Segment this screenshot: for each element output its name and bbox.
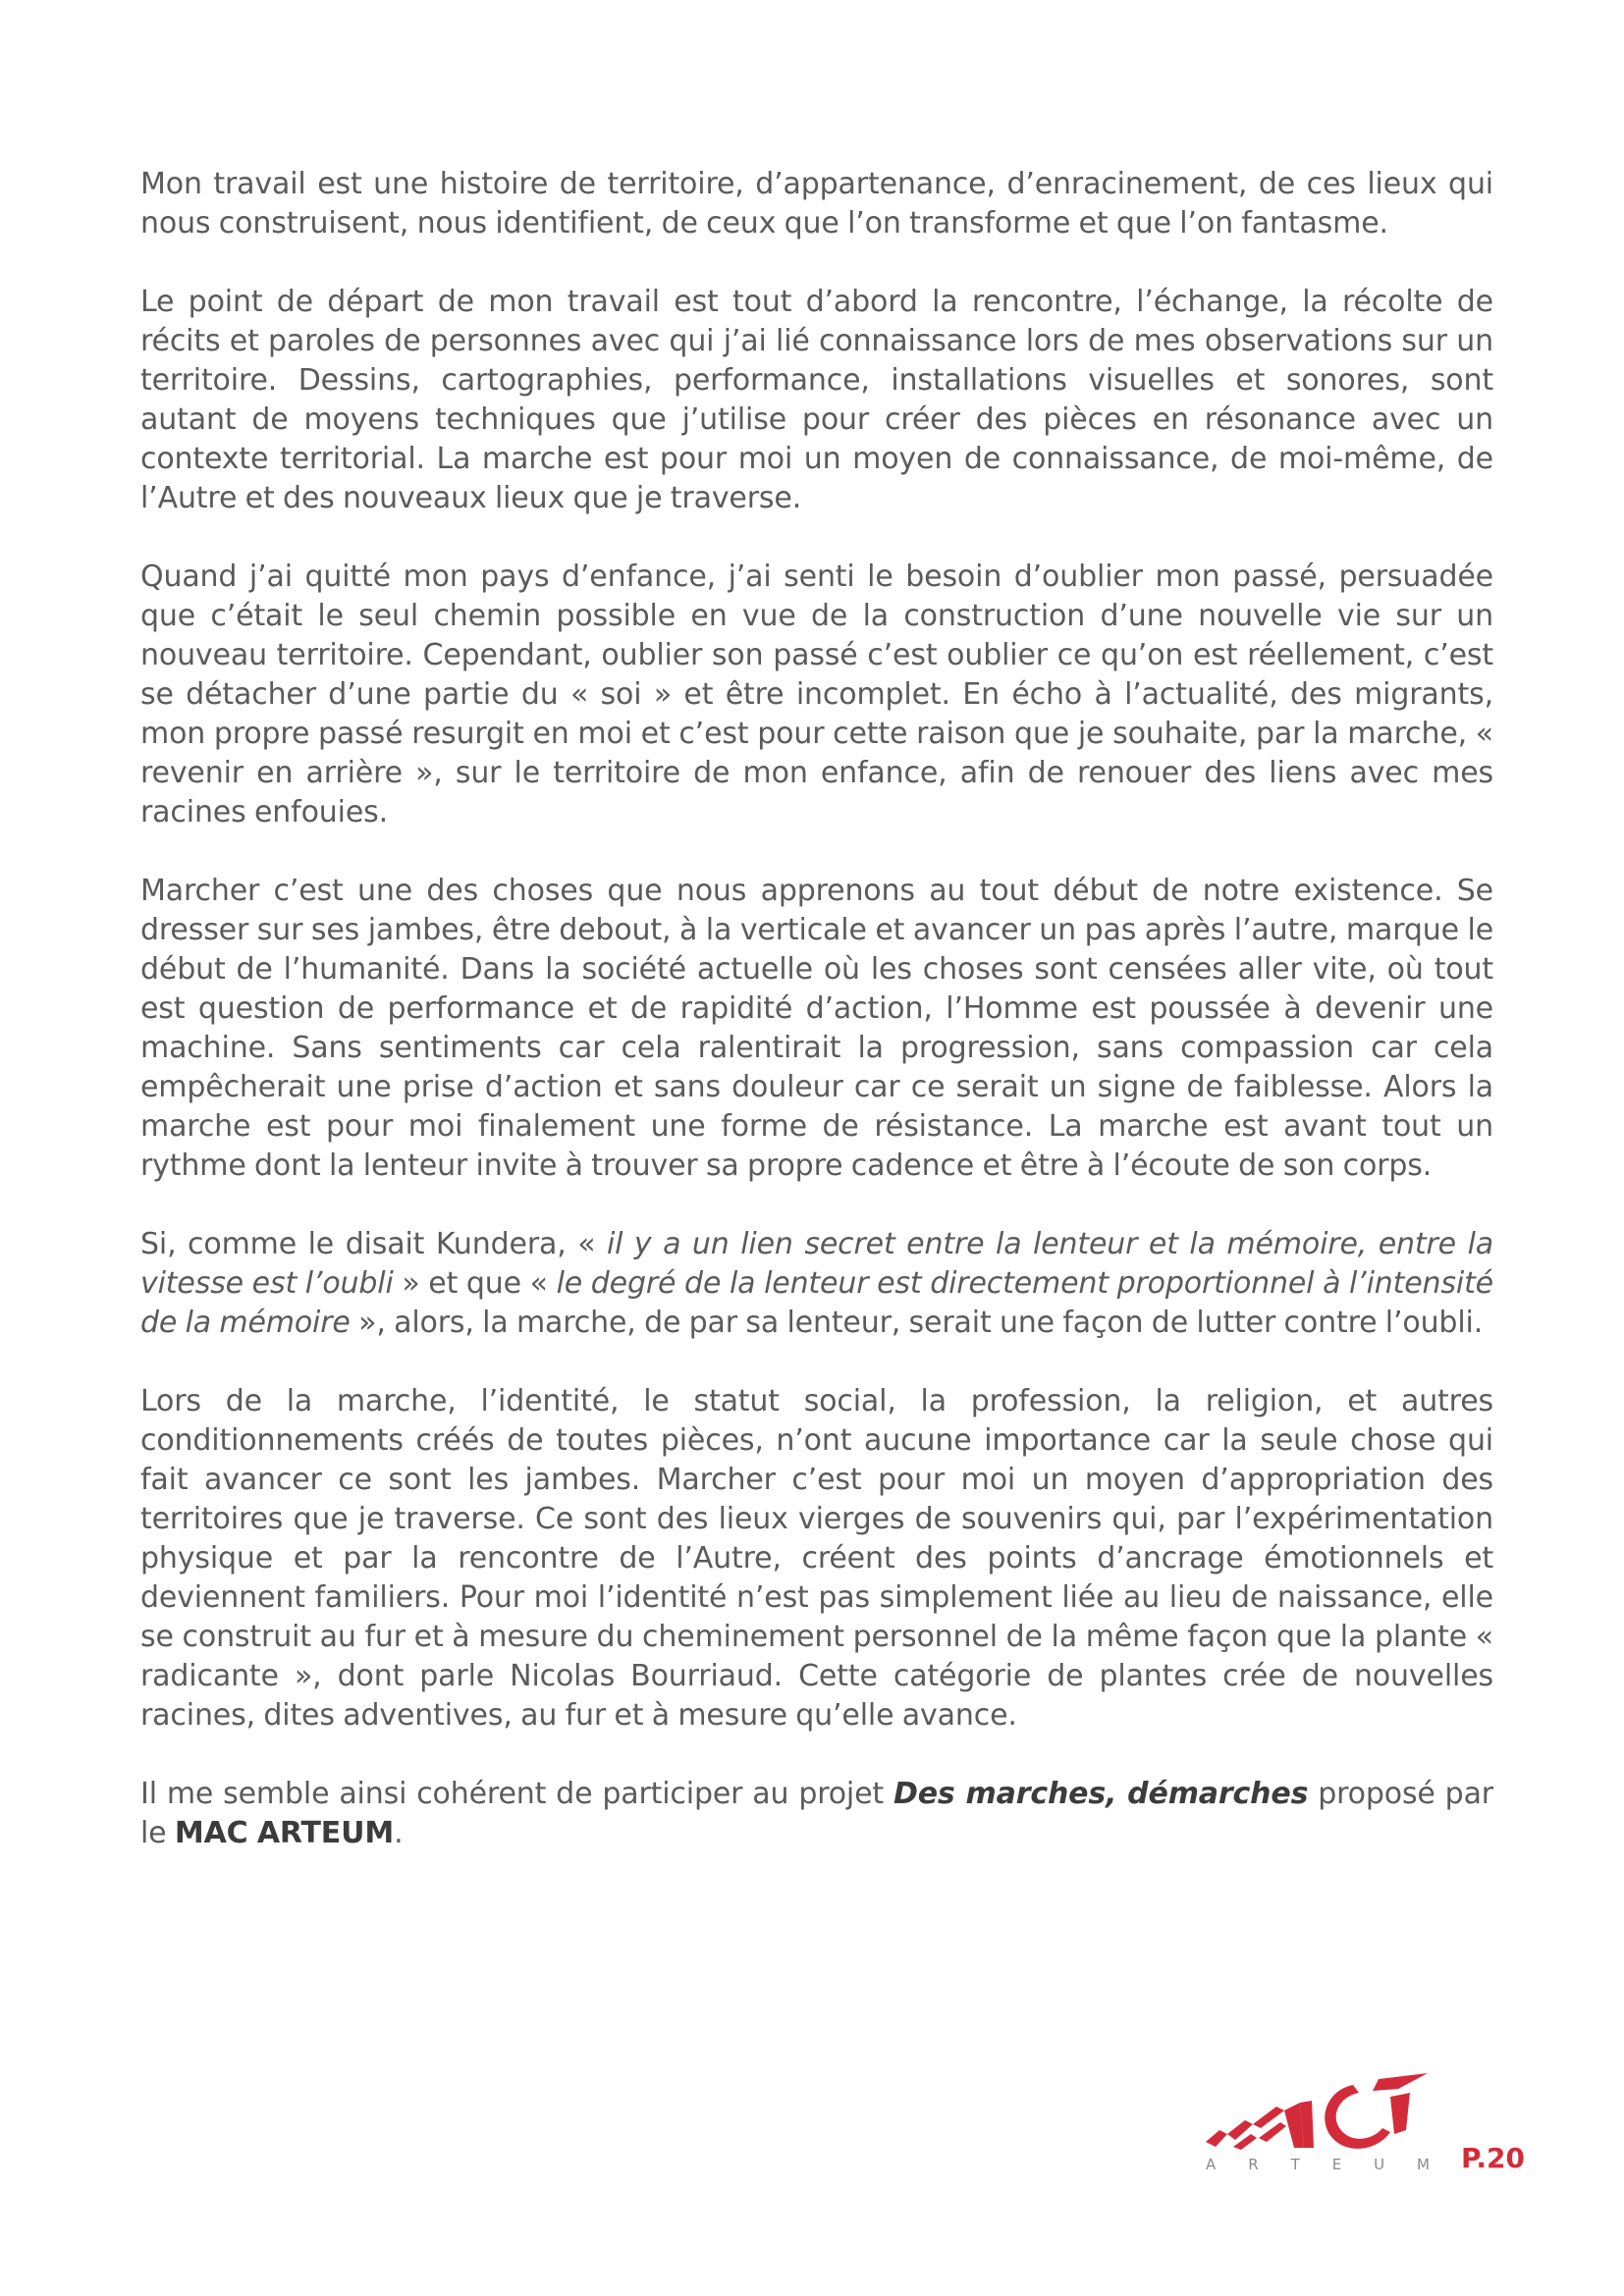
paragraph-5-text: Si, comme le disait Kundera, «	[140, 1227, 607, 1261]
organization-name: MAC ARTEUM	[174, 1816, 395, 1850]
logo-letter: E	[1331, 2156, 1342, 2173]
logo-letter: M	[1417, 2156, 1430, 2173]
paragraph-7-text: .	[394, 1816, 404, 1850]
paragraph-7	[140, 1775, 1493, 1853]
kundera-quote-2: le degré de la lenteur est directement proportionnel à l’intensité de la mémoire	[140, 1266, 1493, 1340]
paragraph-5-text: », alors, la marche, de par sa lenteur, serait une façon de lutter contre l’oubli.	[350, 1306, 1484, 1340]
paragraph-5	[140, 1225, 1493, 1343]
paragraph-2: Le point de départ de mon travail est tout d’abord la rencontre, l’échange, la récolte de récits et paroles de personnes avec qui j’ai lié connaissance lors de mes observations sur un territoire. Dessins, cartographies, performance, installations visuelles et sonores, sont autant de moyens techniques que j’utilise pour créer des pièces en résonance avec un contexte territorial. La marche est pour moi un moyen de connaissance, de moi-même, de l’Autre et des nouveaux lieux que je traverse.	[140, 285, 1493, 515]
page-number: P.20	[1461, 2142, 1525, 2174]
document-body	[140, 165, 1493, 1893]
logo-letter: R	[1248, 2156, 1259, 2173]
mac-arteum-logo	[1206, 2073, 1432, 2162]
paragraph-6: Lors de la marche, l’identité, le statut social, la profession, la religion, et autres conditionnements créés de toutes pièces, n’ont aucune importance car la seule chose qui fait avancer ce sont les jambes. Marcher c’est pour moi un moyen d’appropriation des territoires que je traverse. Ce sont des lieux vierges de souvenirs qui, par l’expérimentation physique et par la rencontre de l’Autre, créent des points d’ancrage émotionnels et deviennent familiers. Pour moi l’identité n’est pas simplement liée au lieu de naissance, elle se construit au fur et à mesure du cheminement personnel de la même façon que la plante « radicante », dont parle Nicolas Bourriaud. Cette catégorie de plantes crée de nouvelles racines, dites adventives, au fur et à mesure qu’elle avance.	[140, 1384, 1493, 1733]
kundera-quote-1: il y a un lien secret entre la lenteur et la mémoire, entre la vitesse est l’oubli	[140, 1227, 1493, 1301]
paragraph-7-text: Il me semble ainsi cohérent de participer au projet	[140, 1777, 893, 1811]
logo-letter: U	[1374, 2156, 1385, 2173]
paragraph-4: Marcher c’est une des choses que nous apprenons au tout début de notre existence. Se dresser sur ses jambes, être debout, à la verticale et avancer un pas après l’autre, marque le début de l’humanité. Dans la société actuelle où les choses sont censées aller vite, où tout est question de performance et de rapidité d’action, l’Homme est poussée à devenir une machine. Sans sentiments car cela ralentirait la progression, sans compassion car cela empêcherait une prise d’action et sans douleur car ce serait un signe de faiblesse. Alors la marche est pour moi finalement une forme de résistance. La marche est avant tout un rythme dont la lenteur invite à trouver sa propre cadence et être à l’écoute de son corps.	[140, 874, 1493, 1183]
project-title: Des marches, démarches	[893, 1777, 1309, 1811]
paragraph-3: Quand j’ai quitté mon pays d’enfance, j’ai senti le besoin d’oublier mon passé, persuadée que c’était le seul chemin possible en vue de la construction d’une nouvelle vie sur un nouveau territoire. Cependant, oublier son passé c’est oublier ce qu’on est réellement, c’est se détacher d’une partie du « soi » et être incomplet. En écho à l’actualité, des migrants, mon propre passé resurgit en moi et c’est pour cette raison que je souhaite, par la marche, « revenir en arrière », sur le territoire de mon enfance, afin de renouer des liens avec mes racines enfouies.	[140, 560, 1493, 829]
logo-wordmark	[1206, 2156, 1430, 2173]
paragraph-7-text: proposé par le	[140, 1777, 1493, 1850]
logo-letter: A	[1206, 2156, 1217, 2173]
paragraph-1: Mon travail est une histoire de territoire, d’appartenance, d’enracinement, de ces lieux qui nous construisent, nous identifient, de ceux que l’on transforme et que l’on fantasme.	[140, 167, 1493, 240]
logo-letter: T	[1290, 2156, 1300, 2173]
paragraph-5-text: » et que «	[393, 1266, 557, 1301]
